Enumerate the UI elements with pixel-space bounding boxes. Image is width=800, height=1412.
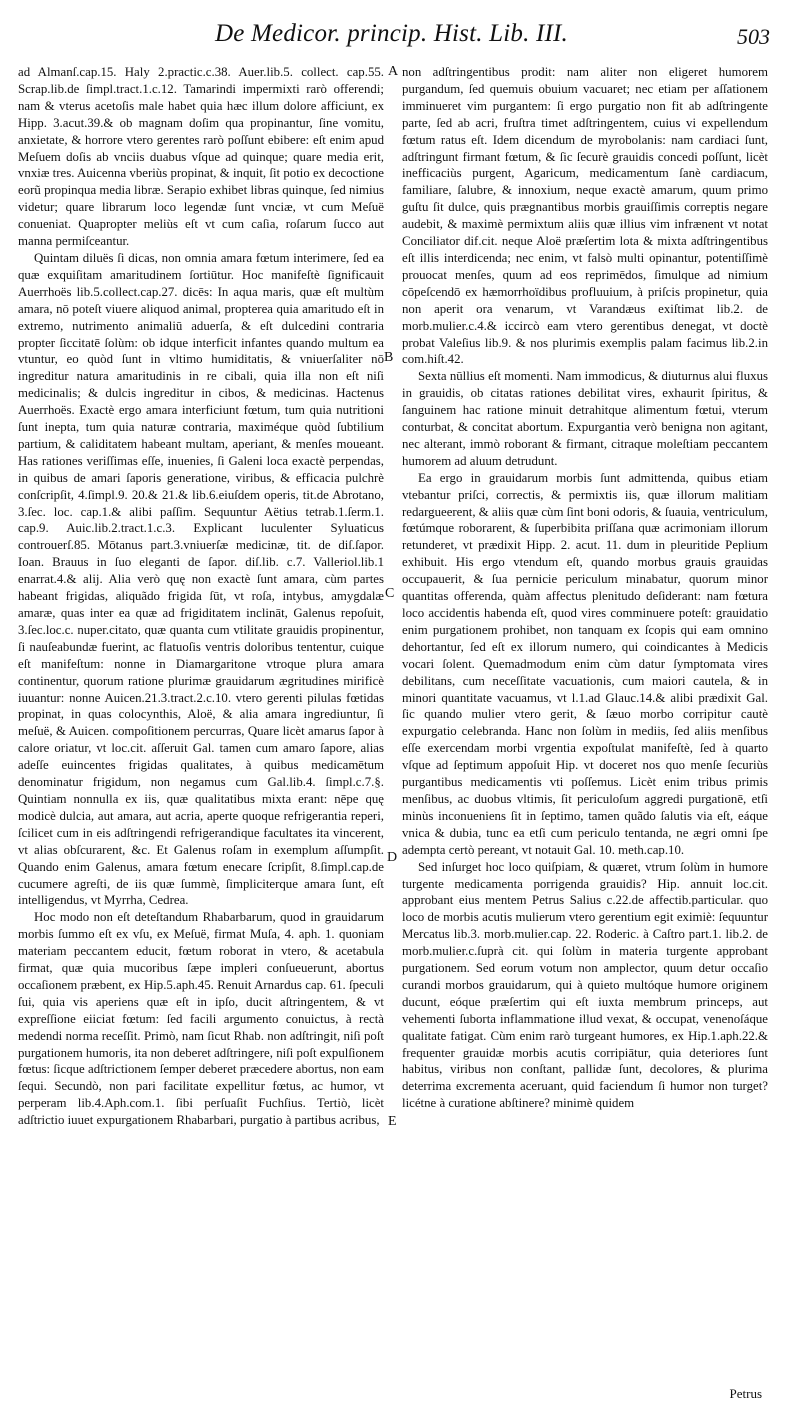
paragraph: non adſtringentibus prodit: nam aliter non eligeret humorem purgandum, ſed quemuis obuium vacuaret; nec etiam per aſſationem imminueret vim purgantem: ſi ergo purgatio non fit ab adſtringente parte, ſed ab acri, fruſtra timet adſtringentem, cuius vi expellendum fœtum ratus eſt. Idem dicendum de myrobolanis: nam cardiaci ſunt, adſtringunt firmant fœtum, & ſic ſecurè grauidis concedi poſſunt, licèt inefficaciùs purgent, Agaricum, medicamentum ſanè cardiacum, familiare, ſalubre, & innoxium, neque exactè amarum, quum primo guſtu ſit dulce, quis prægnantibus morbis grauiſſimis correptis negare audebit, & maximè permixtum aliis quæ illius vim infrænent vt notat Conciliator dif.cit. neque Aloë præſertim lota & mixta adſtringentibus eſt illis interdicenda; nec enim, vt falsò multi opinantur, potentiſſimè prouocat menſes, quum ad eos reprimēdos, ſimulque ad nimium cōpeſcendō ex hæmorrhoïdibus profluuium, à priſcis propinetur, quia non aperit ora venarum, vt Varandæus exiſtimat lib.2. de morb.mulier.c.4.& iccircò eam vtero gerentibus denegat, vt doctè probat Valeſius lib.9. & nos plurimis exemplis palam facimus lib.2.in com.hiſt.42.	[402, 65, 768, 367]
right-column	[402, 64, 768, 1112]
paragraph: ad Almanſ.cap.15. Haly 2.practic.c.38. Auer.lib.5. collect. cap.55. Scrap.lib.de ſimpl.tract.1.c.12. Tamarindi impermixti rarò offerendi; nam & vterus acetoſis male habet quia hæc illum dolore afficiunt, ex Hipp. 3.acut.39.& ob magnam doſim qua propinantur, ſine vomitu, anxietate, & horrore vtero gerentes rarò poſſunt ebibere: eſt enim apud Meſuem doſis ab vnciis duabus vſque ad quinque; quare media erit, vnxiæ tres. Auicenna vberiùs propinat, & inquit, ſit potio ex decoctione eorũ propinqua media libræ. Serapio exhibet libras quinque, ſed nimius videtur; quare librarum loco legendæ ſunt vnciæ, vt cum Meſuë conueniat. Quapropter meliùs eſt vt cum caſia, roſarum ſucco aut manna permiſceantur.	[18, 65, 384, 249]
paragraph: Quintam diluës ſi dicas, non omnia amara fœtum interimere, ſed ea quæ exquiſitam amaritudinem ſortiūtur. Hoc manifeſtè ſignificauit Auerrhoës lib.5.collect.cap.27. dicēs: In aqua maris, quæ eſt multùm amara, nō poteſt viuere aliquod animal, propterea quia amaritudo eſt in extremo, nutrimento animaliū aduerſa, & eſt dulcedini contraria propter ſiccitatē ſolùm: ob idque interficit infantes quando multum ea vtuntur, eo quòd ſunt in vltimo humiditatis, & vniuerſaliter nō ingreditur natura amaritudinis in re cibali, quia illa non eſt niſi medicinalis; & dulcis ingreditur in cibos, & medicinas. Hactenus Auerrhoës. Exactè ergo amara interficiunt fœtum, tum quia nutritioni ſunt inepta, tum quia naturæ contraria, maximéque quòd ſubtilium partium, & caliditatem habeant multam, aperiant, & menſes moueant. Has rationes veriſſimas eſſe, inuenies, ſi Galeni loca exactè perpendas, in quibus de amari ſaporis generatione, viribus, & efficacia pulchrè conſcripſit, 4.ſimpl.9. 20.& 21.& lib.6.eiuſdem operis, tit.de Abrotano, 3.ſec. loc. cap.1.& alibi paſſim. Sequuntur Aëtius tetrab.1.ſerm.1. cap.9. Auic.lib.2.tract.1.c.3. Explicant luculenter Syluaticus controuerſ.85. Mōtanus part.3.vniuerſæ medicinæ, tit. de diſ.ſapor. Ioan. Brauus in ſuo eleganti de ſapor. diſ.lib. c.7. Valleriol.lib.1 enarrat.4.& alij. Alia verò quę non exactè ſunt amara, cùm partes habeant frigidas, aliquãdo frigida ſūt, vt roſa, intybus, amygdalæ amaræ, quas inter ea quæ ad frigiditatem inclināt, Galenus repoſuit, 3.ſec.loc.c. nuper.citato, quæ quanta cum vtilitate grauidis propinentur, ſi nauſeabundæ fuerint, ac flatuoſis ventris doloribus tententur, cuique eſt manifeſtum: nonne in Diamargaritone vtroque plura amara continentur, quorum ratione plurimæ grauidarum ægritudines mirificè iuuantur: nonne Auicen.21.3.tract.2.c.10. vtero gerenti pilulas fœtidas propinat, in quas colocynthis, Aloë, & alia amara ingrediuntur, ſi meſuë, & Auicen. compoſitionem percurras, Quare licèt amarus ſapor à calore oriatur, vt loc.cit. aſſeruit Gal. tamen cum amaro ſapore, alias adeſſe euincentes frigidas qualitates, à quibus medicamētum denominatur frigidum, non negamus cum Gal.lib.4. ſimpl.c.7.§. Quintiam nonnulla ex iis, quæ qualitatibus mixta erant: nēpe quę modicè dulcia, aut amara, aut acria, aperte quoque refrigerantia reperi, ſcilicet cum in eis adſtringendi refrigerandique facultates ita vincerent, vt alias obſcurarent, &c. Et Galenus roſam in exemplum aſſumpſit. Quando enim Galenus, amara fœtum enecare ſcripſit, 8.ſimpl.cap.de cucumere agreſti, de iis quæ ſummè, ſimpliciterque amara ſunt, eſt intelligendus, vt Myrrha, Cedrea.	[18, 250, 384, 908]
page-number: 503	[737, 24, 770, 49]
paragraph: Sexta nūllius eſt momenti. Nam immodicus, & diuturnus alui fluxus in grauidis, ob citatas rationes debilitat vires, exhaurit ſpiritus, & ſanguinem hac ratione minuit detrahitque alimentum fœtui, vterum conturbat, & concitat abortum. Expurgantia verò benigna non agitant, nec alterant, immò roborant & firmant, citraque moleſtiam peccantem humorem ad aluum detrudunt.	[402, 369, 768, 468]
paragraph: Ea ergo in grauidarum morbis ſunt admittenda, quibus etiam vtebantur priſci, correctis, & permixtis iis, quæ illorum malitiam redargueerent, & aliis quæ cùm ſint boni odoris, & ſuauia, ventriculum, fœtúmque roborarent, & ſuperbibita priſſana quæ acrimoniam illorum retunderet, vt prædixit Hipp. 2. acut. 11. dum in pleuritide Peplium exhibuit. His ergo vtendum eſt, quando morbus grauis grauidas occupauerit, & ſua pernicie periculum minabatur, quorum minor quantitas offerenda, quàm affectus plenitudo deſiderant: nam fœtura loco accidentis habenda eſt, quod vires comminuere poteſt: grauidatio enim purgationem prohibet, non tanquam ex ſcopis qui eam omnino dehortantur, ſed eſt ex illorum numero, qui coindicantes à Medicis vocari ſolent. Quemadmodum enim cùm datur ſymptomata vires debilitans, cum neceſſitate vacuationis, cum maiori cautela, & in minori quantitate vacuamus, vt l.1.ad Glauc.14.& alibi prædixit Gal. ſic quando mulier vtero gerit, & ſæuo morbo corripitur cautè expurgatio celebranda. Hanc non ſolùm in mediis, ſed aliis menſibus eſſe exercendam morbi vrgentia expoſtulat manifeſtè, ſed à quarto vſque ad ſeptimum appoſuit Hip. vt doceret nos quo menſe ſecuriùs purgantibus medicamentis vti poſſemus. Licèt enim tribus primis menſibus, ac duobus vltimis, ſit periculoſum aggredi purgationē, etſi minùs inconueniens ſit in ſeptimo, tamen quãdo ſalutis via eſt, eáque vnica & dubia, tunc ea etſi cum periculo tentanda, ne ægri omni ſpe adempta certò pereant, vt notauit Gal. 10. meth.cap.10.	[402, 470, 768, 857]
paragraph: Sed inſurget hoc loco quiſpiam, & quæret, vtrum ſolùm in humore turgente medicamenta porrigenda grauidis? Hip. annuit loc.cit. approbant eius mentem Petrus Salius c.22.de affectib.particular. quo loco de morbis acutis mulierum vtero gerentium egit eximiè: ſequuntur Mercatus lib.3. morb.mulier.cap. 22. Roderic. à Caſtro part.1. lib.2. de morb.mulier.c.ſuprà cit. qui ſolùm in materia turgente approbant purgationem. Sed eorum votum non amplector, quum detur occaſio curandi morbos grauidarum, qui à quieto multóque humore originem ducunt, eóque præſertim qui eſt iuxta membrum princeps, aut vehementi ſuborta inflammatione illud vexat, & occupat, venenoſáque qualitate fatigat. Cùm enim rarò turgeant humores, ex Hip.1.aph.22.& frequenter grauidæ morbis acutis corripiātur, quia deteriores ſunt habitus, viribus non conſtant, pallidæ ſunt, decolores, & plurima deterrima excrementa aceruant, quid faciendum ſi humor non turget? licétne à curatione abſtinere? minimè quidem	[402, 859, 768, 1111]
catchword: Petrus	[729, 1386, 762, 1401]
paragraph: Hoc modo non eſt deteſtandum Rhabarbarum, quod in grauidarum morbis ſummo eſt ex vſu, ex Meſuë, firmat Muſa, 4. aph. 1. quoniam materiam peccantem educit, fœtum roborat in vtero, & acetabula firmat, quæ quia mucoribus ſæpe impleri conſueuerunt, abortus occaſionem præbent, ex Hip.5.aph.45. Renuit Arnardus cap. 61. ſpeculi ſui, quia vis aperiens quæ eſt in ipſo, ducit aſtringentem, & vt expreſſione eiiciat fœtum: ſed facili argumento conuictus, à rectà medendi norma receſſit. Primò, nam ſicut Rhab. non adſtringit, niſi poſt purgationem humoris, ita non deberet adſtringere, niſi poſt expulſionem fœtus: ſicque adſtrictionem ſemper deberet præcedere abortus, non eam ſequi. Secundò, non pari facilitate expellitur fœtus, ac humor, vt perperam lib.4.Aph.com.1. ſibi perſuaſit Fuchſius. Tertiò, licèt adſtrictio iuuet expurgationem Rhabarbari, purgatio à partibus acribus,	[18, 910, 384, 1128]
running-title: De Medicor. princip. Hist. Lib. III.	[215, 20, 568, 47]
left-column	[18, 64, 384, 1129]
section-marker-c: C	[385, 586, 395, 601]
section-marker-d: D	[387, 850, 398, 865]
section-marker-a: A	[388, 64, 399, 79]
running-header	[0, 20, 800, 56]
section-marker-e: E	[388, 1114, 397, 1129]
section-marker-b: B	[384, 350, 394, 365]
